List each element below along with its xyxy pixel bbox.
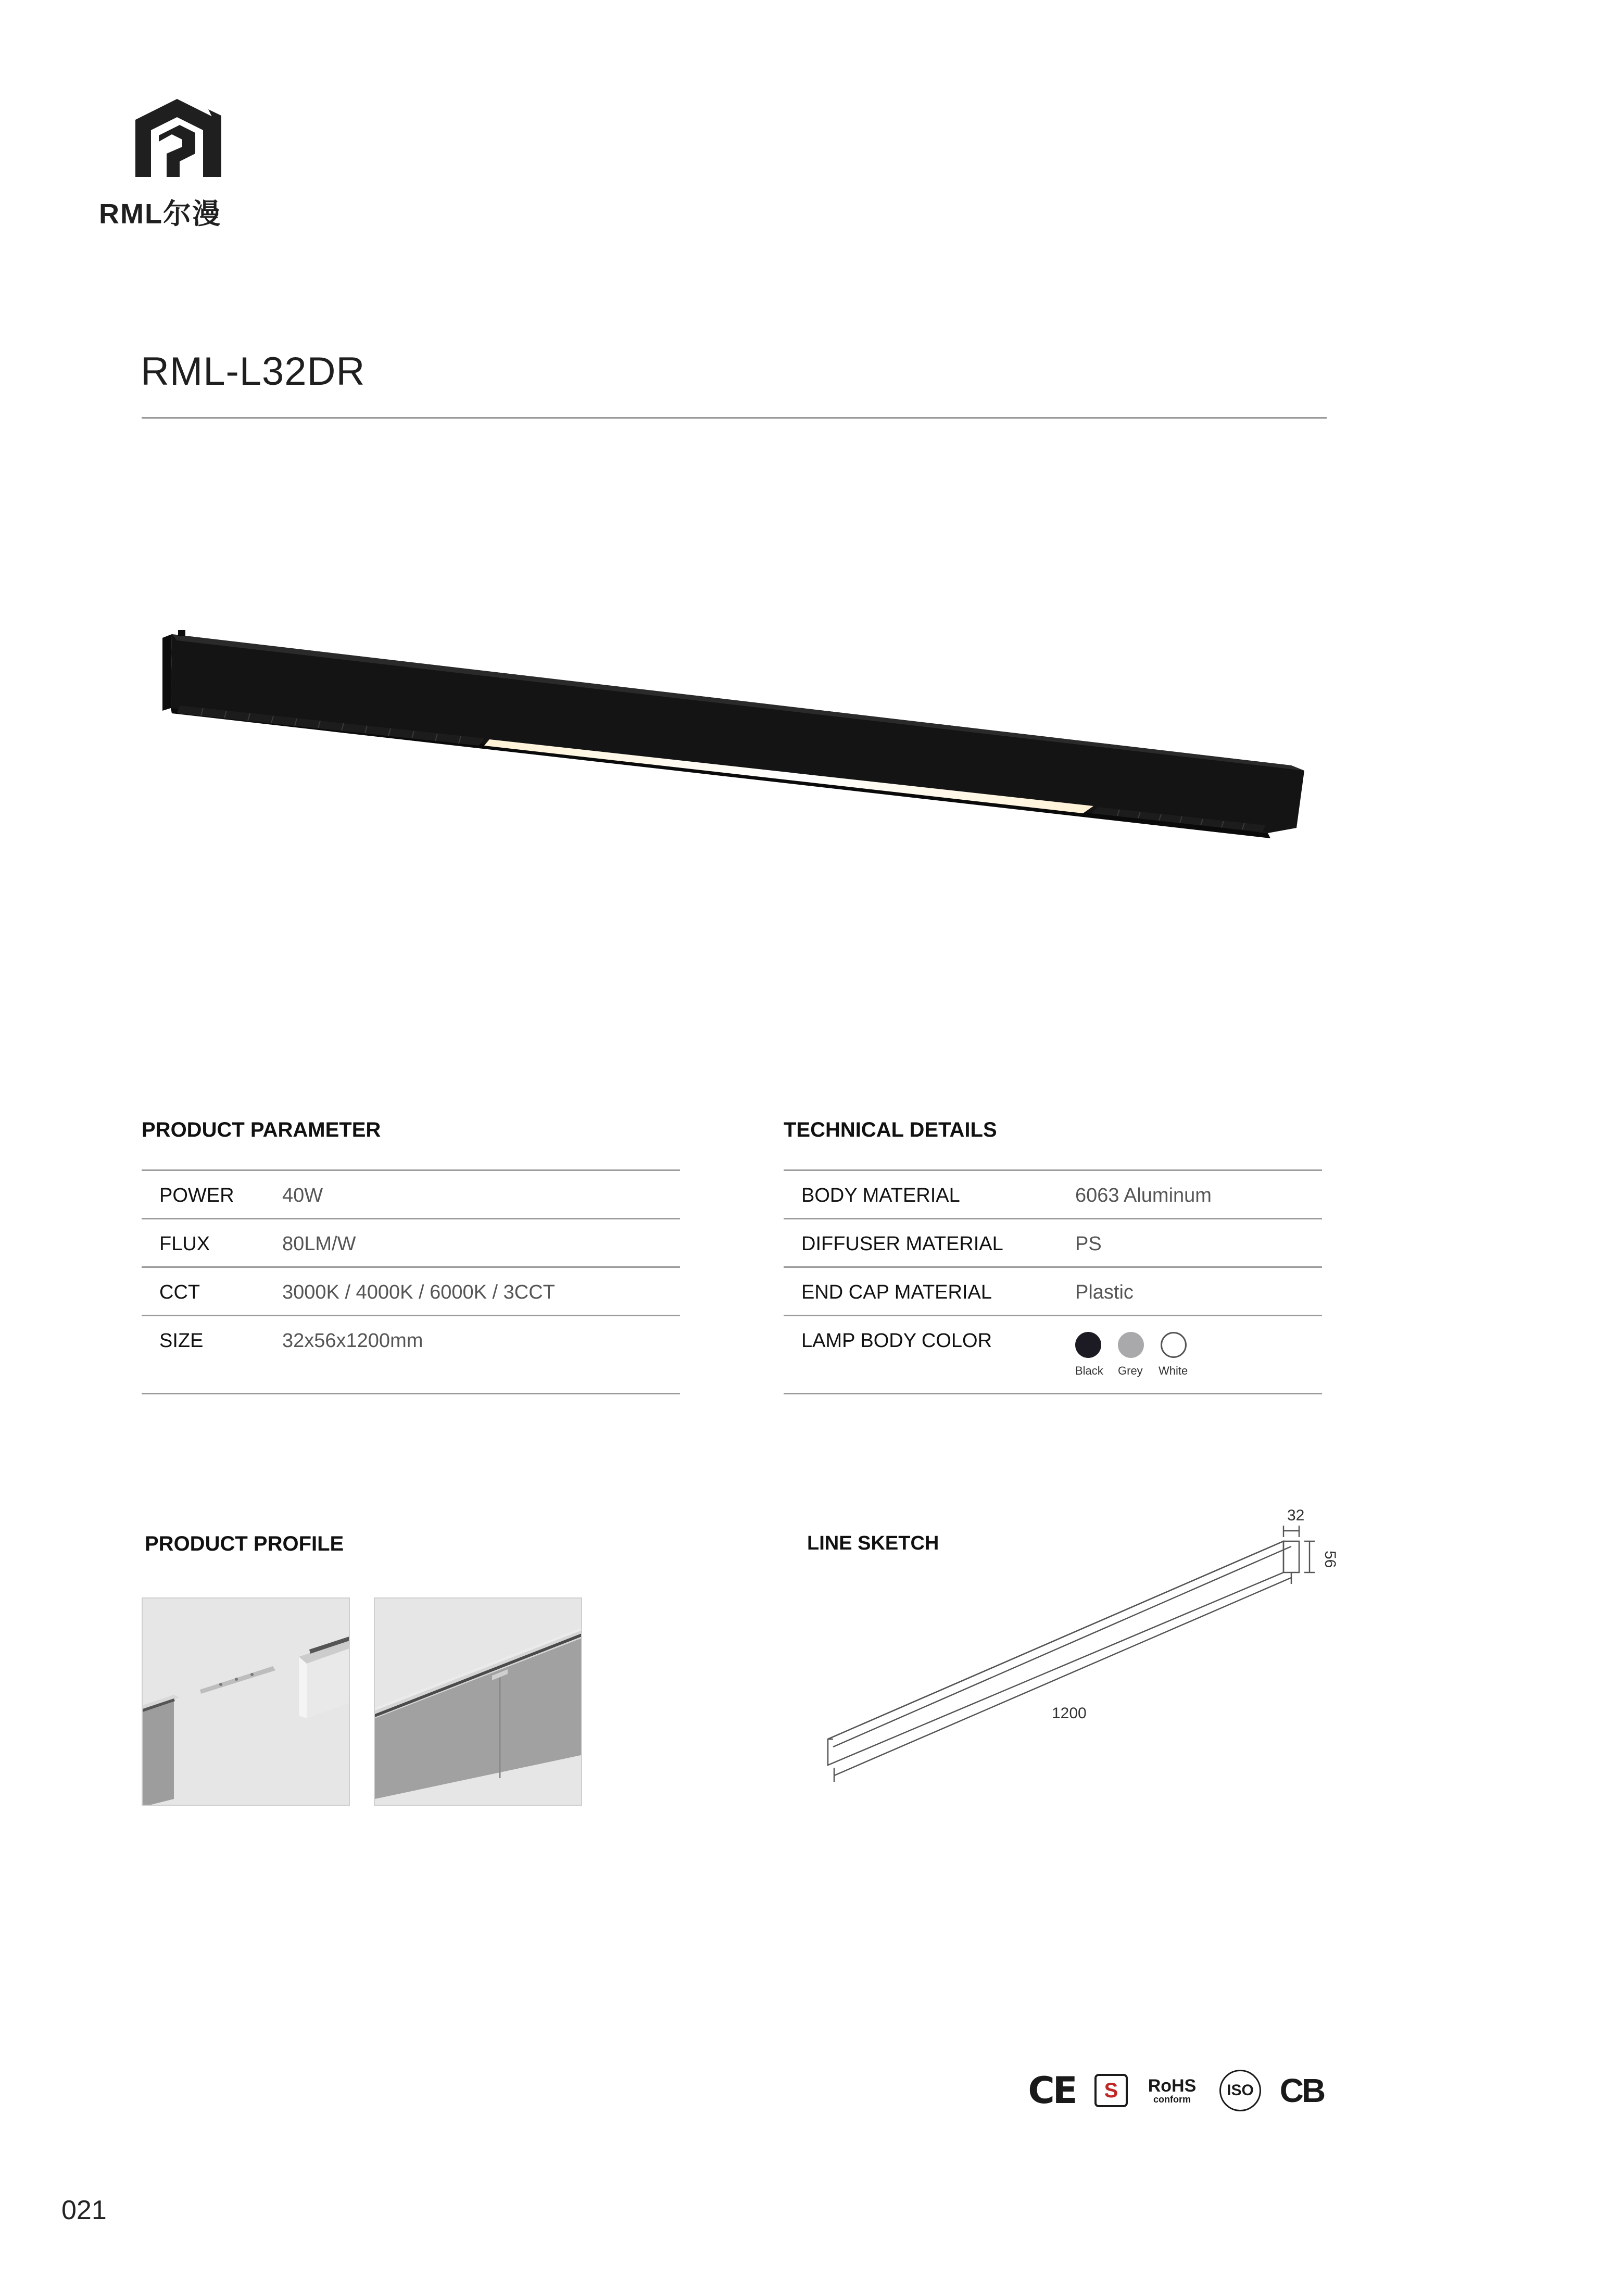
table-row	[142, 1266, 680, 1315]
table-row	[784, 1218, 1322, 1266]
param-key: FLUX	[159, 1233, 210, 1255]
tech-value: Plastic	[1075, 1281, 1134, 1303]
tech-key: DIFFUSER MATERIAL	[801, 1233, 1003, 1255]
s-mark-icon: S	[1094, 2074, 1128, 2107]
dim-length-label: 1200	[1052, 1705, 1087, 1722]
color-swatch-white	[1161, 1332, 1187, 1358]
param-value: 40W	[282, 1185, 323, 1206]
product-title: RML-L32DR	[141, 349, 366, 394]
line-sketch-drawing	[812, 1494, 1354, 1786]
tech-key: END CAP MATERIAL	[801, 1281, 992, 1303]
ce-mark-icon: CE	[1028, 2069, 1076, 2112]
dim-width-label: 32	[1287, 1507, 1305, 1524]
product-profile-heading: PRODUCT PROFILE	[145, 1532, 344, 1555]
title-divider	[142, 417, 1327, 419]
brand-logo	[99, 99, 255, 229]
product-parameter-heading: PRODUCT PARAMETER	[142, 1118, 381, 1141]
product-parameter-table	[142, 1169, 680, 1394]
technical-details-heading: TECHNICAL DETAILS	[784, 1118, 997, 1141]
rohs-subtext: conform	[1153, 2094, 1191, 2105]
dim-height-label: 56	[1321, 1551, 1339, 1568]
tech-value: PS	[1075, 1233, 1102, 1255]
product-hero-image	[156, 609, 1343, 880]
param-value: 32x56x1200mm	[282, 1330, 423, 1352]
cb-mark-icon: CB	[1279, 2072, 1324, 2109]
profile-image-connector	[142, 1597, 350, 1806]
tech-value: 6063 Aluminum	[1075, 1185, 1212, 1206]
rohs-mark-icon	[1143, 2070, 1201, 2111]
certification-marks	[1026, 2070, 1328, 2111]
color-swatch-black	[1075, 1332, 1101, 1358]
table-row	[784, 1266, 1322, 1315]
color-swatch-grey	[1118, 1332, 1144, 1358]
table-bottom-rule	[142, 1393, 680, 1394]
logo-text: RML尔漫	[99, 198, 221, 230]
tech-key: BODY MATERIAL	[801, 1185, 960, 1206]
line-sketch-heading: LINE SKETCH	[807, 1532, 939, 1554]
table-row	[142, 1169, 680, 1218]
param-key: POWER	[159, 1185, 234, 1206]
color-label: Black	[1075, 1364, 1103, 1377]
technical-details-table	[784, 1169, 1322, 1394]
page-number: 021	[61, 2195, 107, 2225]
profile-image-joint	[374, 1597, 582, 1806]
param-key: SIZE	[159, 1330, 204, 1352]
iso-mark-icon: ISO	[1219, 2070, 1261, 2111]
table-row	[142, 1218, 680, 1266]
rml-logo-mark-icon	[130, 99, 224, 182]
table-row	[784, 1169, 1322, 1218]
param-value: 80LM/W	[282, 1233, 356, 1255]
param-value: 3000K / 4000K / 6000K / 3CCT	[282, 1281, 555, 1303]
rohs-text: RoHS	[1148, 2076, 1197, 2096]
color-label: Grey	[1118, 1364, 1143, 1377]
table-row	[142, 1315, 680, 1393]
tech-key: LAMP BODY COLOR	[801, 1330, 992, 1352]
color-label: White	[1159, 1364, 1188, 1377]
param-key: CCT	[159, 1281, 200, 1303]
table-bottom-rule	[784, 1393, 1322, 1394]
table-row	[784, 1315, 1322, 1393]
